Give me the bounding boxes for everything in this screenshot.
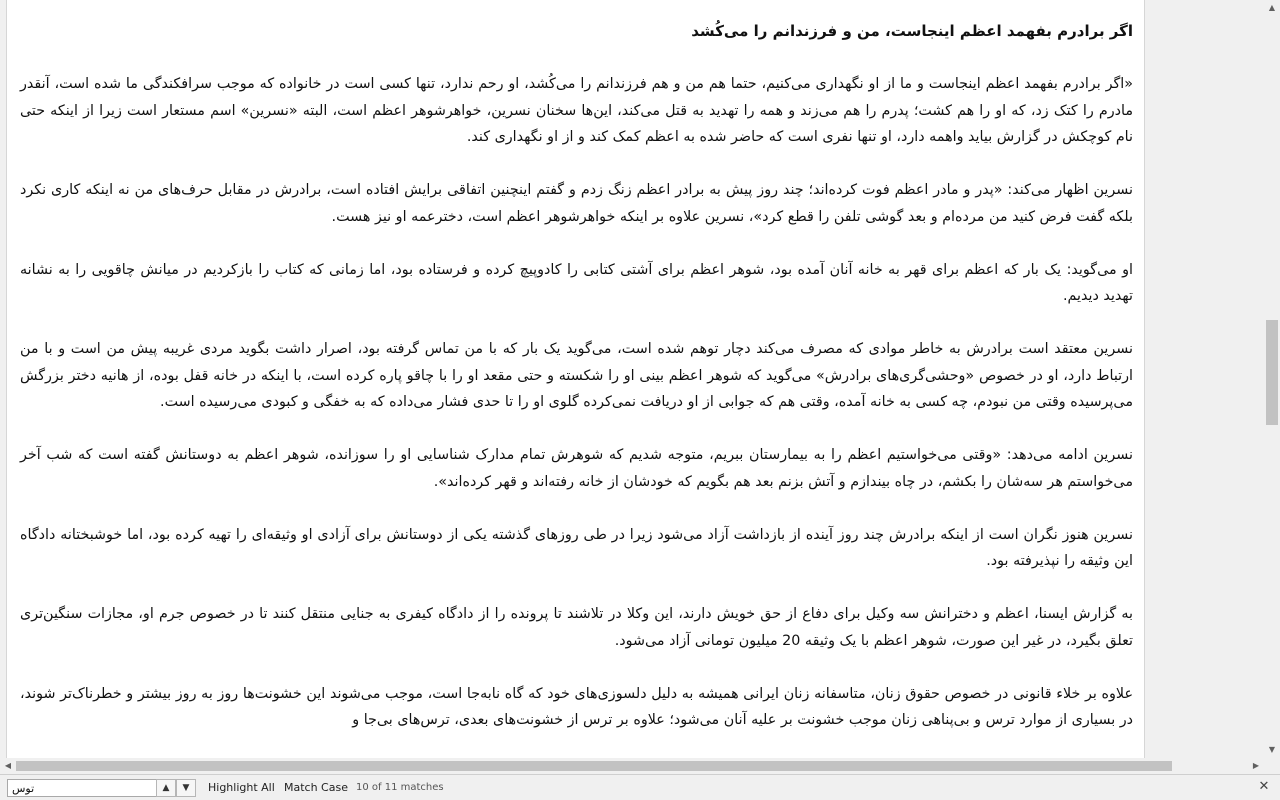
article-title: اگر برادرم بفهمد اعظم اینجاست، من و فرزندانم را می‌کُشد xyxy=(691,22,1133,40)
vertical-scroll-thumb[interactable] xyxy=(1266,320,1278,425)
document-body xyxy=(20,18,1133,734)
scroll-down-arrow-icon[interactable]: ▼ xyxy=(1268,745,1276,754)
document-page xyxy=(6,0,1145,758)
scroll-right-arrow-icon[interactable]: ▶ xyxy=(1252,761,1260,770)
chevron-up-icon: ▲ xyxy=(162,783,170,793)
paragraph-7: به گزارش ایسنا، اعظم و دخترانش سه وکیل برای دفاع از حق خویش دارند، این وکلا در تلاشند تا پرونده را از دادگاه کیفری به جنایی منتقل کنند تا در خصوص جرم او، مجازات سنگین‌تری تعلق بگیرد، در غیر این صورت، شوهر اعظم با یک وثیقه 20 میلیون تومانی آزاد می‌شود. xyxy=(20,606,1133,649)
paragraph-2: نسرین اظهار می‌کند: «پدر و مادر اعظم فوت کرده‌اند؛ چند روز پیش به برادر اعظم زنگ زدم و گفتم اینچنین اتفاقی برایش افتاده است، برادرش در مقابل حرف‌های من نه اینکه کاری نکرد بلکه گفت فرض کنید من مرده‌ام و بعد گوشی تلفن را قطع کرد»، نسرین علاوه بر اینکه خواهرشوهر اعظم است، دخترعمه او نیز هست. xyxy=(20,182,1133,225)
close-icon: ✕ xyxy=(1258,779,1270,794)
paragraph-8: علاوه بر خلاء قانونی در خصوص حقوق زنان، متاسفانه زنان ایرانی همیشه به دلیل دلسوزی‌های خود که گاه نابه‌جا است، موجب می‌شوند این خشونت‌ها روز به روز بیشتر و خطرناک‌تر شوند، در بسیاری از موارد ترس و بی‌پناهی زنان موجب خشونت بر علیه آنان می‌شود؛ علاوه بر ترس از خشونت‌های بعدی، ترس‌های بی‌جا و xyxy=(20,685,1133,728)
paragraph-5: نسرین ادامه می‌دهد: «وقتی می‌خواستیم اعظم را به بیمارستان ببریم، متوجه شدیم که شوهرش تمام مدارک شناسایی او را سوزانده، شوهر اعظم به دوستانش گفته است که شب آخر می‌خواستم هر سه‌شان را بکشم، در چاه بیندازم و آتش بزنم بعد هم بگویم که خودشان از خانه رفته‌اند و قهر کرده‌اند». xyxy=(20,447,1133,490)
scroll-up-arrow-icon[interactable]: ▲ xyxy=(1268,3,1276,12)
find-input[interactable] xyxy=(7,779,157,797)
find-bar xyxy=(0,774,1280,800)
find-previous-button[interactable] xyxy=(156,779,176,797)
paragraph-3: او می‌گوید: یک بار که اعظم برای قهر به خانه آنان آمده بود، شوهر اعظم برای آشتی کتابی را کادوپیچ کرده و فرستاده بود، اما زمانی که کتاب را بازکردیم در میانش چاقویی را به نشانه تهدید دیدیم. xyxy=(20,261,1133,304)
vertical-scrollbar[interactable] xyxy=(1264,0,1280,758)
find-next-button[interactable] xyxy=(176,779,196,797)
scroll-left-arrow-icon[interactable]: ◀ xyxy=(4,761,12,770)
close-find-bar-button[interactable] xyxy=(1256,779,1272,795)
highlight-all-toggle[interactable]: Highlight All xyxy=(208,781,275,794)
paragraph-1: «اگر برادرم بفهمد اعظم اینجاست و ما از او نگهداری می‌کنیم، حتما هم من و هم فرزندانم را می‌کُشد، او رحم ندارد، تنها کسی است در خانواده که موجب سرافکندگی ما شده است، آنقدر مادرم را کتک زد، که او را هم کشت؛ پدرم را هم می‌زند و همه را تهدید به قتل می‌کند، این‌ها سخنان نسرین، خواهرشوهر اعظم است، البته «نسرین» اسم مستعار است زیرا از اینکه حتی نام کوچکش در گزارش بیاید واهمه دارد، او تنها نفری است که حاضر شده به اعظم کمک کند و از او نگهداری کند. xyxy=(20,76,1133,145)
match-case-toggle[interactable]: Match Case xyxy=(284,781,348,794)
horizontal-scrollbar[interactable] xyxy=(0,758,1264,774)
paragraph-6: نسرین هنوز نگران است از اینکه برادرش چند روز آینده از بازداشت آزاد می‌شود زیرا در طی روزهای گذشته یکی از دوستانش برای آزادی او وثیقه‌ای را تهیه کرده بود، اما خوشبختانه دادگاه این وثیقه را نپذیرفته بود. xyxy=(20,526,1133,569)
horizontal-scroll-thumb[interactable] xyxy=(16,761,1172,771)
scrollbar-corner xyxy=(1264,758,1280,774)
paragraph-4: نسرین معتقد است برادرش به خاطر موادی که مصرف می‌کند دچار توهم شده است، می‌گوید یک بار که با من تماس گرفته بود، اصرار داشت بگوید مردی غریبه پیش من است و با من ارتباط دارد، او در خصوص «وحشی‌گری‌های برادرش» می‌گوید که شوهر اعظم بینی او را شکسته و حتی مقعد او را با چاقو پاره کرده است، با اینکه در خانه قفل بوده، از هانیه دختر بزرگش می‌پرسیده وقتی من نبودم، چه کسی به خانه آمده، وقتی هم که جوابی از او دریافت نمی‌کرده گلوی او را تا حدی فشار می‌داده که به خفگی و کبودی می‌رسیده است. xyxy=(20,341,1133,410)
match-count-status: 10 of 11 matches xyxy=(356,782,444,793)
chevron-down-icon: ▼ xyxy=(182,783,190,793)
